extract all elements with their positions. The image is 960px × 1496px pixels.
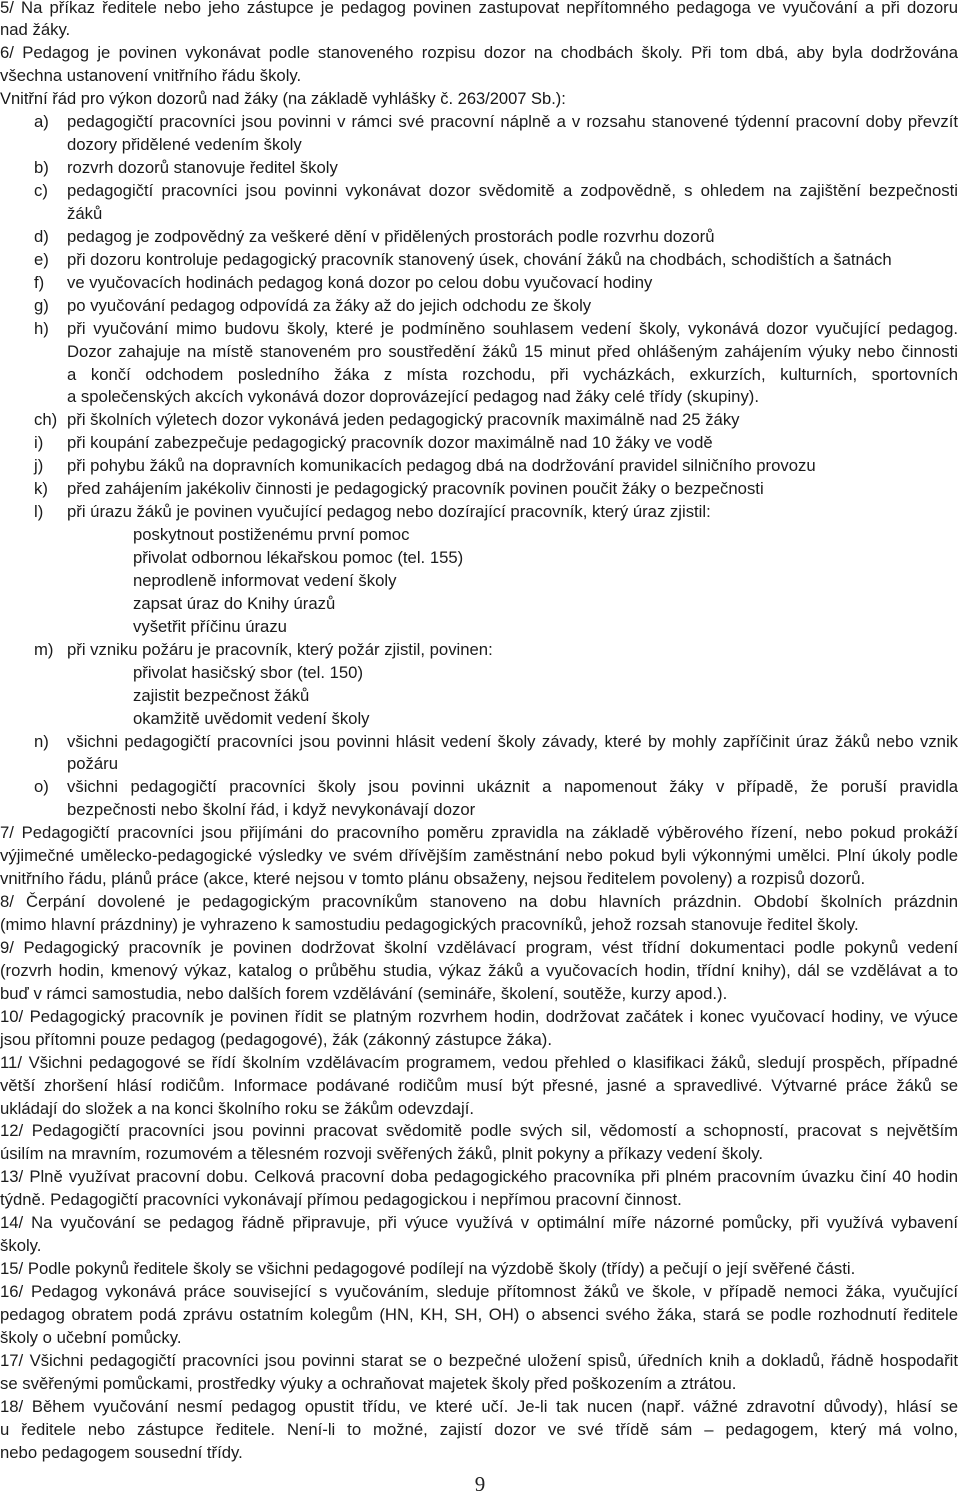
numbered-paragraph — [0, 822, 958, 891]
text-line: dozory přidělené vedením školy — [67, 135, 302, 155]
text-line: 10/ Pedagogický pracovník je povinen řídit se platným rozvrhem hodin, dodržovat začátek i konec vyučovací hodiny, ve výuce — [0, 1006, 958, 1026]
text-line: buď v rámci samostudia, nebo dalších forem vzdělávání (semináře, školení, soutěže, kurzy apod.). — [0, 983, 728, 1003]
text-line: a společenských akcích vykonává dozor doprovázející pedagog nad žáky celé třídy (skupiny). — [67, 387, 759, 407]
text-line: pedagogičtí pracovníci jsou povinni v rámci své pracovní náplně a v rozsahu stanovené týdenní pracovní doby převzít — [67, 112, 958, 132]
text-line: 7/ Pedagogičtí pracovníci jsou přijímáni do pracovního poměru zpravidla na základě výběrového řízení, nebo pokud prokáží — [0, 823, 958, 843]
text-line: týdně. Pedagogičtí pracovníci vykonávají přímou pedagogickou i nepřímou pracovní činnost. — [0, 1190, 682, 1210]
text-line: a končí odchodem posledního žáka z místa rozchodu, při vycházkách, exkurzích, kulturních, sportovních — [67, 364, 958, 384]
rule-label: a) — [34, 112, 49, 132]
rule-item — [0, 501, 958, 639]
numbered-paragraph — [0, 0, 958, 42]
text-line: nebo pedagogem sousední třídy. — [0, 1442, 243, 1462]
text-line: 6/ Pedagog je povinen vykonávat podle stanoveného rozpisu dozor na chodbách školy. Při tom dbá, aby byla dodržována — [0, 43, 958, 63]
text-line: 14/ Na vyučování se pedagog řádně připravuje, při výuce využívá v optimální míře názorné pomůcky, při využívá vybavení — [0, 1213, 958, 1233]
sub-item: vyšetřit příčinu úrazu — [133, 616, 287, 636]
numbered-paragraph — [0, 937, 958, 1006]
sub-item: přivolat hasičský sbor (tel. 150) — [133, 662, 364, 682]
numbered-paragraph — [0, 42, 958, 88]
text-line: bezpečnosti nebo školní řád, i když nevykonávají dozor — [67, 800, 476, 820]
text-line: při vzniku požáru je pracovník, který požár zjistil, povinen: — [67, 639, 493, 659]
text-line: při školních výletech dozor vykonává jeden pedagogický pracovník maximálně nad 25 žáky — [67, 410, 740, 430]
numbered-paragraph — [0, 1396, 958, 1465]
rule-label: n) — [34, 731, 49, 751]
numbered-paragraph — [0, 1120, 958, 1166]
numbered-paragraph — [0, 1258, 958, 1281]
text-line: úsilím na mravním, rozumovém a tělesném rozvoji svěřených žáků, plnit pokyny a příkazy vedení školy. — [0, 1144, 763, 1164]
rule-item — [0, 157, 958, 180]
text-line: před zahájením jakékoliv činnosti je pedagogický pracovník povinen poučit žáky o bezpečnosti — [67, 479, 764, 499]
text-line: 11/ Všichni pedagogové se řídí školním vzdělávacím programem, vedou přehled o klasifikaci žáků, sledují prospěch, případné — [0, 1052, 958, 1072]
text-line: pedagog je zodpovědný za veškeré dění v přidělených prostorách podle rozvrhu dozorů — [67, 226, 715, 246]
text-line: 16/ Pedagog vykonává práce související s vyučováním, sleduje přítomnost žáků ve škole, v případě nemoci žáka, vyučující — [0, 1282, 958, 1301]
text-line: pedagog obratem podá zprávu ostatním kolegům (HN, KH, SH, OH) o absenci svého žáka, stará se podle rozhodnutí ředitele — [0, 1304, 958, 1324]
sub-item: přivolat odbornou lékařskou pomoc (tel. 155) — [133, 548, 464, 567]
numbered-paragraph — [0, 1006, 958, 1052]
text-line: u ředitele nebo zástupce ředitele. Není-li to možné, zajistí dozor ve své třídě sám – pedagogem, který má volno, — [0, 1419, 958, 1439]
rule-label: k) — [34, 479, 48, 499]
text-line: při pohybu žáků na dopravních komunikacích pedagog dbá na dodržování pravidel silničního provozu — [67, 456, 816, 476]
section-heading: Vnitřní řád pro výkon dozorů nad žáky (na základě vyhlášky č. 263/2007 Sb.): — [0, 90, 566, 109]
text-line: 18/ Během vyučování nesmí pedagog opustit třídu, ve které učí. Je-li tak nucen (např. vážné zdravotní důvody), hlásí se — [0, 1396, 958, 1416]
rule-item — [0, 639, 958, 731]
text-line: větší zhoršení hlásí rodičům. Informace podávané rodičům musí být přesné, jasné a spravedlivé. Výtvarné práce žáků se — [0, 1075, 958, 1095]
text-line: 12/ Pedagogičtí pracovníci jsou povinni pracovat svědomitě podle svých sil, vědomostí a schopností, pracovat s největším — [0, 1121, 958, 1141]
text-line: při úrazu žáků je povinen vyučující pedagog nebo dozírající pracovník, který úraz zjistil: — [67, 502, 711, 522]
rule-label: d) — [34, 226, 49, 246]
numbered-paragraph — [0, 1350, 958, 1396]
text-line: při vyučování mimo budovu školy, které je podmíněno souhlasem vedení školy, vykonává dozor vyučující pedagog. — [67, 318, 958, 338]
rule-item — [0, 111, 958, 157]
rule-label: m) — [34, 639, 54, 659]
numbered-paragraph — [0, 1166, 958, 1212]
text-line: 15/ Podle pokynů ředitele školy se všichni pedagogové podílejí na výzdobě školy (třídy) a pečují o její svěřené části. — [0, 1259, 856, 1279]
rule-label: o) — [34, 777, 49, 797]
text-line: 9/ Pedagogický pracovník je povinen dodržovat školní vzdělávací program, vést třídní dokumentaci podle pokynů vedení — [0, 937, 958, 957]
rule-label: c) — [34, 181, 48, 200]
text-line: Dozor zahajuje na místě stanoveném pro soustředění žáků 15 minut před ohlášeným zahájením výuky nebo činnosti — [67, 341, 958, 361]
text-line: všichni pedagogičtí pracovníci školy jsou povinni ukáznit a napomenout žáky v případě, že poruší pravidla — [67, 777, 958, 797]
rule-label: i) — [34, 433, 44, 453]
rule-label: h) — [34, 318, 49, 338]
text-line: se svěřenými pomůckami, prostředky výuky a ochraňovat majetek školy před poškozením a ztrátou. — [0, 1373, 737, 1393]
text-line: výjimečné umělecko-pedagogické výsledky ve svém dřívějším zaměstnání nebo pokud byli výkonnými umělci. Plní úkoly podle — [0, 846, 958, 866]
sub-item: poskytnout postiženému první pomoc — [133, 525, 410, 545]
text-line: ve vyučovacích hodinách pedagog koná dozor po celou dobu vyučovací hodiny — [67, 272, 653, 292]
rule-item — [0, 249, 958, 272]
numbered-paragraph — [0, 1212, 958, 1258]
text-line: požáru — [67, 754, 119, 774]
rule-item — [0, 731, 958, 777]
rule-item — [0, 455, 958, 478]
rule-item — [0, 432, 958, 455]
rule-item — [0, 478, 958, 501]
sub-item: neprodleně informovat vedení školy — [133, 570, 397, 590]
text-line: po vyučování pedagog odpovídá za žáky až do jejich odchodu ze školy — [67, 295, 592, 315]
sub-item: zapsat úraz do Knihy úrazů — [133, 593, 336, 613]
rule-item — [0, 409, 958, 432]
text-line: (rozvrh hodin, kmenový výkaz, katalog o průběhu studia, výkaz žáků a vyučovacích hodin, třídní knihy), dál se vzdělávat a to — [0, 960, 958, 980]
rule-label: l) — [34, 502, 44, 522]
sub-item: okamžitě uvědomit vedení školy — [133, 708, 370, 728]
text-line: vnitřního řádu, plánů práce (akce, které nejsou v tomto plánu obsaženy, nejsou ředitelem povoleny) a rozpisů dozorů. — [0, 869, 866, 889]
numbered-paragraph — [0, 1281, 958, 1350]
text-line: školy o učební pomůcky. — [0, 1327, 182, 1347]
rule-item — [0, 226, 958, 249]
rule-label: b) — [34, 158, 49, 178]
text-line: všichni pedagogičtí pracovníci jsou povinni hlásit vedení školy závady, které by mohly zapříčinit úraz žáků nebo vznik — [67, 731, 958, 751]
text-line: ukládají do složek a na konci školního roku se žákům odevzdají. — [0, 1098, 475, 1118]
text-line: 8/ Čerpání dovolené je pedagogickým pracovníkům stanoveno na dobu hlavních prázdnin. Období školních prázdnin — [0, 892, 958, 912]
rule-item — [0, 180, 958, 226]
rule-label: j) — [34, 456, 44, 476]
text-line: (mimo hlavní prázdniny) je vyhrazeno k samostudiu pedagogických pracovníků, jehož rozsah stanovuje ředitel školy. — [0, 915, 859, 934]
rules-list — [0, 111, 958, 822]
rule-label: f) — [34, 272, 45, 292]
text-line: při dozoru kontroluje pedagogický pracovník stanovený úsek, chování žáků na chodbách, schodištích a šatnách — [67, 249, 892, 269]
text-line: 17/ Všichni pedagogičtí pracovníci jsou povinni starat se o bezpečné uložení spisů, úředních knih a dokladů, řádně hospodařit — [0, 1350, 958, 1370]
text-line: 5/ Na příkaz ředitele nebo jeho zástupce je pedagog povinen zastupovat nepřítomného pedagoga ve vyučování a při dozoru — [0, 0, 958, 17]
text-line: jsou přítomni pouze pedagog (pedagogové), žák (zákonný zástupce žáka). — [0, 1029, 552, 1049]
rule-item — [0, 318, 958, 410]
text-line: všechna ustanovení vnitřního řádu školy. — [0, 66, 302, 86]
rule-label: ch) — [34, 410, 58, 430]
text-line: školy. — [0, 1236, 42, 1256]
numbered-paragraph — [0, 1052, 958, 1121]
numbered-paragraph — [0, 891, 958, 937]
text-line: při koupání zabezpečuje pedagogický pracovník dozor maximálně nad 10 žáky ve vodě — [67, 433, 713, 453]
text-line: rozvrh dozorů stanovuje ředitel školy — [67, 158, 338, 178]
text-line: 13/ Plně využívat pracovní dobu. Celková pracovní doba pedagogického pracovníka při plném pracovním úvazku činí 40 hodin — [0, 1167, 958, 1187]
text-line: nad žáky. — [0, 20, 71, 40]
rule-label: g) — [34, 295, 49, 315]
rule-item — [0, 272, 958, 295]
sub-item: zajistit bezpečnost žáků — [133, 685, 310, 705]
rule-label: e) — [34, 249, 49, 269]
text-line: pedagogičtí pracovníci jsou povinni vykonávat dozor svědomitě a zodpovědně, s ohledem na zajištění bezpečnosti — [67, 181, 958, 200]
rule-item — [0, 295, 958, 318]
text-line: žáků — [67, 203, 103, 223]
page-number: 9 — [474, 1472, 486, 1496]
rule-item — [0, 776, 958, 822]
